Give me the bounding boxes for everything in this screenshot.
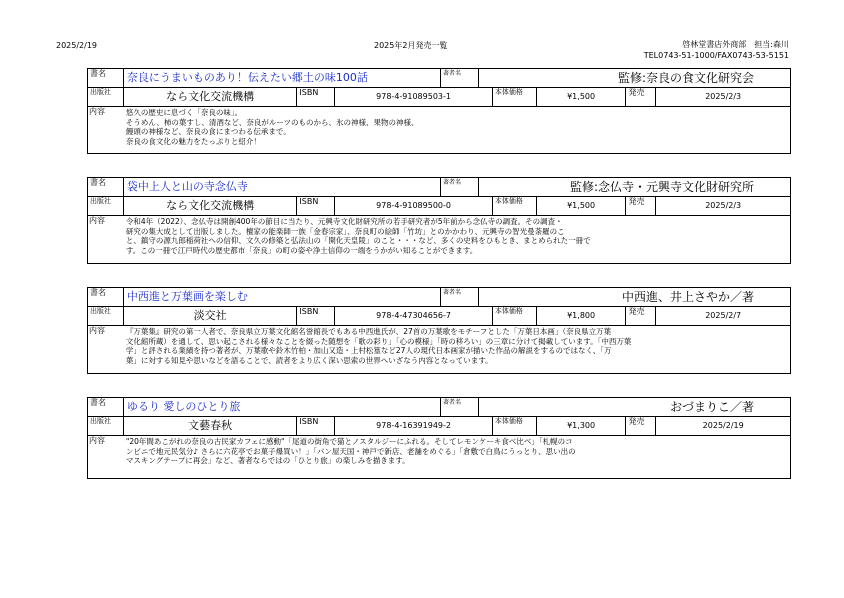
page-title: 2025年2月発売一覧 (374, 41, 448, 50)
book-release-date: 2025/2/3 (705, 92, 742, 101)
book-publisher: なら文化交流機構 (124, 197, 298, 215)
publisher-label: 出版社 (90, 197, 111, 205)
title-label: 書名 (90, 288, 106, 297)
release-label: 発売 (628, 197, 645, 206)
description-line: "20年間あこがれの奈良の古民家カフェに感動"「尾道の街角で猫とノスタルジーにふれる。そしてレモンケーキ食べ比べ」「札幌のコ (125, 437, 573, 446)
book-isbn: 978-4-91089503-1 (335, 88, 493, 106)
book-price: ¥1,500 (537, 197, 627, 215)
book-author: 中西進、井上さやか／著 (621, 290, 754, 304)
author-label: 著者名 (442, 179, 461, 186)
company-line: 啓林堂書店外商部 担当:森川 (682, 40, 789, 49)
price-label: 本体価格 (494, 307, 523, 315)
book-description (124, 436, 790, 478)
book-entry (87, 287, 791, 374)
author-label: 著者名 (442, 289, 461, 296)
description-line: と、鎮守の源九郎稲荷社への信仰、文久の修築と弘法山の「開化天皇陵」のこと・・・など、多くの史料をひもとき、まとめられた一冊で (125, 236, 591, 245)
description-line: ンビニで地元民気分♪ さらに六花亭でお菓子爆買い！」「パン屋天国・神戸で新店、老舗をめぐる」「倉敷で白鳥にうっとり、思い出の (125, 446, 576, 456)
price-label: 本体価格 (494, 88, 523, 96)
book-description (124, 326, 790, 373)
description-line: 令和4年（2022）、念仏寺は開創400年の節目に当たり、元興寺文化財研究所の若手研究者が5年前から念仏寺の調査。その調査・ (125, 217, 563, 226)
book-description (124, 216, 790, 263)
isbn-label: ISBN (299, 88, 319, 97)
description-line: 葉」に対する知見や思いなどを語ることで、読者をより広く深い思索の世界へいざなう内容となっています。 (125, 355, 493, 365)
description-line: 奈良の食文化の魅力をたっぷりと紹介！ (125, 136, 261, 146)
book-release-date: 2025/2/3 (705, 201, 742, 210)
description-line: 悠久の歴史に息づく「奈良の味」。 (125, 108, 243, 117)
publisher-label: 出版社 (90, 417, 111, 425)
contact-line: TEL0743-51-1000/FAX0743-53-5151 (643, 51, 789, 60)
content-label: 内容 (89, 326, 105, 335)
title-label: 書名 (90, 398, 106, 407)
release-label: 発売 (628, 307, 645, 316)
book-publisher: 淡交社 (124, 307, 298, 325)
book-description (124, 107, 790, 153)
isbn-label: ISBN (299, 307, 319, 316)
content-label: 内容 (89, 436, 105, 445)
release-label: 発売 (628, 88, 645, 97)
price-label: 本体価格 (494, 197, 523, 205)
book-isbn: 978-4-47304656-7 (335, 307, 493, 325)
publisher-label: 出版社 (90, 307, 111, 315)
book-title: 袋中上人と山の寺念仏寺 (124, 178, 441, 196)
publisher-label: 出版社 (90, 88, 111, 96)
book-entry (87, 177, 791, 264)
book-isbn: 978-4-91089500-0 (335, 197, 493, 215)
list-date: 2025/2/19 (56, 41, 98, 50)
isbn-label: ISBN (299, 197, 319, 206)
description-line: す。この一冊で江戸時代の歴史都市「奈良」の町の姿や浄土信仰の一端をうかがい知ることができます。 (125, 245, 478, 255)
content-label: 内容 (89, 107, 105, 116)
description-line: 研究の集大成として出版しました。檀家の能楽師一族「金春宗家」、奈良町の絵師「竹坊」とのかかわり、元興寺の智光曼荼羅のこ (125, 226, 565, 236)
book-entry (87, 68, 791, 154)
book-price: ¥1,500 (537, 88, 627, 106)
price-label: 本体価格 (494, 417, 523, 425)
author-label: 著者名 (442, 399, 461, 406)
book-publisher: 文藝春秋 (124, 417, 298, 435)
description-line: マスキングテープに再会」など、著者ならではの「ひとり旅」の楽しみを描きます。 (125, 456, 410, 465)
content-label: 内容 (89, 216, 105, 225)
author-label: 著者名 (442, 70, 461, 77)
book-price: ¥1,800 (537, 307, 627, 325)
isbn-label: ISBN (299, 417, 319, 426)
book-price: ¥1,300 (537, 417, 627, 435)
description-line: 饅頭の神様など、奈良の食にまつわる伝承まで。 (125, 127, 291, 136)
description-line: 『万葉集』研究の第一人者で、奈良県立万葉文化館名誉館長でもある中西進氏が、27首の万葉歌をモチーフとした「万葉日本画」（奈良県立万葉 (125, 327, 612, 336)
release-label: 発売 (628, 417, 645, 426)
book-isbn: 978-4-16391949-2 (335, 417, 493, 435)
book-publisher: なら文化交流機構 (124, 88, 298, 106)
book-entry (87, 397, 791, 479)
book-author: 監修:奈良の食文化研究会 (617, 71, 754, 85)
book-author: おづまりこ／著 (670, 400, 754, 414)
description-line: 学」と評される業績を持つ著者が、万葉歌や鈴木竹柏・加山又造・上村松篁など27人の現代日本画家が描いた作品の解説をするのではなく、「万 (125, 346, 612, 355)
book-release-date: 2025/2/7 (705, 311, 742, 320)
book-release-date: 2025/2/19 (702, 421, 744, 430)
book-title: 中西進と万葉画を楽しむ (124, 288, 441, 306)
book-title: ゆるり 愛しのひとり旅 (124, 398, 441, 416)
book-author: 監修:念仏寺・元興寺文化財研究所 (569, 180, 754, 194)
title-label: 書名 (90, 69, 106, 78)
description-line: そうめん、柿の葉すし、清酒など、奈良がルーツのものから、氷の神様、果物の神様、 (125, 117, 419, 127)
book-title: 奈良にうまいものあり！伝えたい郷土の味100話 (124, 69, 441, 87)
title-label: 書名 (90, 178, 106, 187)
description-line: 文化館所蔵）を通して、思い起こされる様々なことを綴った随想を「歌の彩り」「心の模様」「時の移ろい」の三章に分けて掲載しています。「中西万葉 (125, 336, 632, 346)
